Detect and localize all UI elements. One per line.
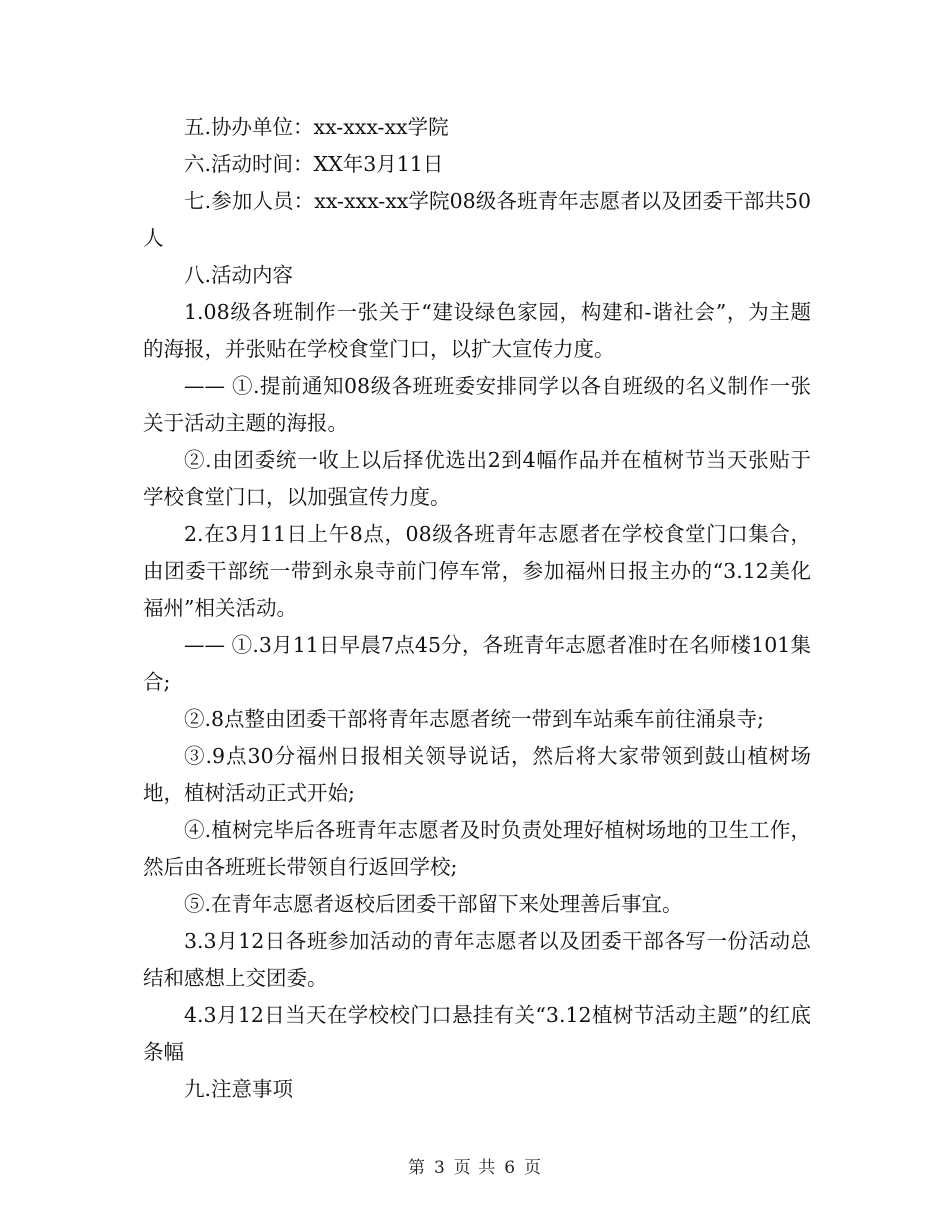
paragraph-participants: 七.参加人员：xx-xxx-xx学院08级各班青年志愿者以及团委干部共50人 <box>143 189 811 250</box>
paragraph-item-2-sub-3: ③.9点30分福州日报相关领导说话，然后将大家带领到鼓山植树场地，植树活动正式开始; <box>143 744 811 805</box>
heading-activity-content: 八.活动内容 <box>184 263 294 287</box>
paragraph-item-2-sub-1: —— ①.3月11日早晨7点45分，各班青年志愿者准时在名师楼101集合; <box>143 633 811 694</box>
footer-mid: 页 共 <box>453 1158 497 1178</box>
paragraph-assisting-unit: 五.协办单位：xx-xxx-xx学院 <box>184 115 449 139</box>
paragraph-activity-time: 六.活动时间：XX年3月11日 <box>184 152 444 176</box>
paragraph-item-1-sub-2: ②.由团委统一收上以后择优选出2到4幅作品并在植树节当天张贴于学校食堂门口，以加强宣传力度。 <box>143 448 811 509</box>
footer-total-pages: 6 <box>504 1158 517 1178</box>
paragraph-item-2-sub-5: ⑤.在青年志愿者返校后团委干部留下来处理善后事宜。 <box>184 892 683 916</box>
paragraph-item-2-sub-2: ②.8点整由团委干部将青年志愿者统一带到车站乘车前往涌泉寺; <box>184 707 764 731</box>
paragraph-item-2-sub-4: ④.植树完毕后各班青年志愿者及时负责处理好植树场地的卫生工作，然后由各班班长带领自行返回学校; <box>143 818 811 879</box>
footer-current-page: 3 <box>433 1158 446 1178</box>
footer-prefix: 第 <box>407 1158 426 1178</box>
paragraph-item-4: 4.3月12日当天在学校校门口悬挂有关“3.12植树节活动主题”的红底条幅 <box>143 1003 811 1064</box>
paragraph-item-3: 3.3月12日各班参加活动的青年志愿者以及团委干部各写一份活动总结和感想上交团委。 <box>143 929 811 990</box>
page-footer <box>0 1153 950 1178</box>
paragraph-item-2: 2.在3月11日上午8点，08级各班青年志愿者在学校食堂门口集合，由团委干部统一带到永泉寺前门停车常，参加福州日报主办的“3.12美化福州”相关活动。 <box>143 522 811 620</box>
heading-precautions: 九.注意事项 <box>184 1077 294 1101</box>
footer-suffix: 页 <box>524 1158 543 1178</box>
paragraph-item-1: 1.08级各班制作一张关于“建设绿色家园，构建和-谐社会”，为主题的海报，并张贴在学校食堂门口，以扩大宣传力度。 <box>143 300 811 361</box>
document-body <box>143 109 811 1108</box>
paragraph-item-1-sub-1: —— ①.提前通知08级各班班委安排同学以各自班级的名义制作一张关于活动主题的海报。 <box>143 374 811 435</box>
